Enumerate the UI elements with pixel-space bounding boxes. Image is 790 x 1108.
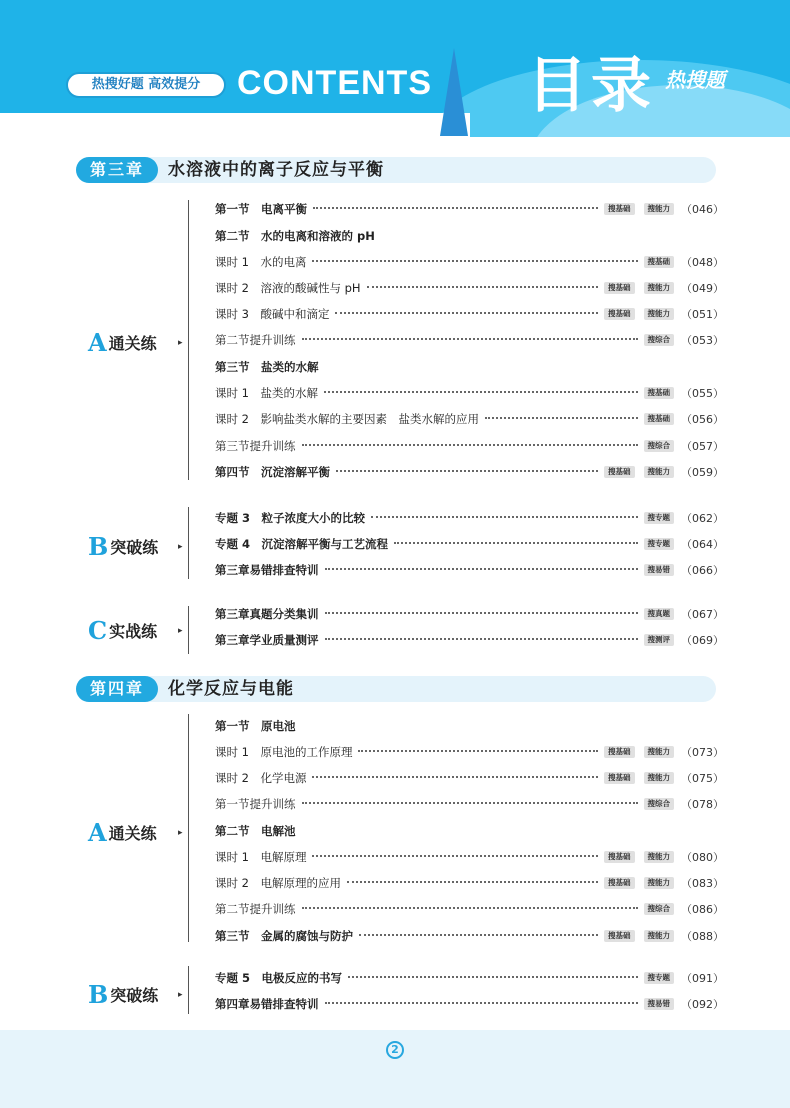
category-badge: 搜能力: [644, 746, 675, 758]
section-divider: [188, 966, 189, 1014]
badge-group: [644, 634, 675, 646]
section-name: 实战练: [109, 622, 158, 641]
toc-entry[interactable]: [215, 968, 724, 988]
category-badge: 搜基础: [644, 387, 675, 399]
badge-group: [644, 334, 675, 346]
toc-entry[interactable]: [215, 742, 724, 762]
dot-leader: [359, 934, 598, 936]
badge-group: [644, 998, 675, 1010]
category-badge: 搜能力: [644, 308, 675, 320]
category-badge: 搜基础: [604, 466, 635, 478]
toc-entry-label: 课时 3 酸碱中和滴定: [215, 307, 330, 321]
toc-entry-label: 课时 1 盐类的水解: [215, 386, 318, 400]
badge-group: [604, 772, 674, 784]
toc-page-number: （057）: [681, 440, 724, 453]
section-letter: B: [88, 980, 109, 1009]
toc-entry-label: 课时 1 水的电离: [215, 255, 307, 269]
toc-entry-label: 第四节 沉淀溶解平衡: [215, 465, 330, 479]
category-badge: 搜真题: [644, 608, 675, 620]
dot-leader: [312, 855, 598, 857]
chapter-bar: [76, 676, 716, 702]
toc-page-number: （062）: [681, 512, 724, 525]
toc-entry[interactable]: [215, 508, 724, 528]
toc-entry-label: 第二节提升训练: [215, 902, 296, 916]
chapter-title: 水溶液中的离子反应与平衡: [168, 160, 384, 180]
toc-entry[interactable]: [215, 534, 724, 554]
badge-group: [644, 564, 675, 576]
badge-group: [644, 387, 675, 399]
toc-entry[interactable]: [215, 226, 715, 246]
dot-leader: [367, 286, 598, 288]
page-subtitle: 热搜题: [665, 68, 725, 92]
toc-page-number: （091）: [681, 972, 724, 985]
dot-leader: [312, 776, 598, 778]
toc-page-number: （055）: [681, 387, 724, 400]
toc-page-number: （078）: [681, 798, 724, 811]
toc-entry[interactable]: [215, 873, 724, 893]
category-badge: 搜能力: [644, 203, 675, 215]
toc-entry[interactable]: [215, 462, 724, 482]
dot-leader: [313, 207, 598, 209]
toc-entry[interactable]: [215, 716, 715, 736]
section-letter: A: [88, 818, 107, 847]
category-badge: 搜能力: [644, 930, 675, 942]
toc-entry-label: 第二节提升训练: [215, 333, 296, 347]
toc-entry-label: 第三节提升训练: [215, 439, 296, 453]
toc-entry-label: 第一节提升训练: [215, 797, 296, 811]
category-badge: 搜基础: [644, 256, 675, 268]
toc-page-number: （088）: [681, 930, 724, 943]
dot-leader: [347, 881, 598, 883]
header-bottom-band: [0, 113, 470, 137]
badge-group: [644, 512, 675, 524]
section-name: 突破练: [110, 538, 159, 557]
dot-leader: [325, 568, 638, 570]
toc-page-number: （067）: [681, 608, 724, 621]
toc-page-number: （046）: [681, 203, 724, 216]
section-divider: [188, 606, 189, 654]
section-label: [88, 818, 183, 847]
toc-page-number: （083）: [681, 877, 724, 890]
category-badge: 搜能力: [644, 466, 675, 478]
section-divider: [188, 714, 189, 942]
badge-group: [604, 466, 674, 478]
dot-leader: [335, 312, 598, 314]
category-badge: 搜基础: [644, 413, 675, 425]
dot-leader: [358, 750, 598, 752]
toc-entry-label: 第三章学业质量测评: [215, 633, 319, 647]
category-badge: 搜基础: [604, 851, 635, 863]
toc-entry[interactable]: [215, 847, 724, 867]
category-badge: 搜能力: [644, 282, 675, 294]
category-badge: 搜基础: [604, 203, 635, 215]
toc-page-number: （069）: [681, 634, 724, 647]
section-name: 通关练: [108, 824, 157, 843]
chevron-right-icon: ▸: [178, 828, 183, 838]
header-contents: CONTENTS: [237, 64, 432, 102]
toc-entry-label: 专题 4 沉淀溶解平衡与工艺流程: [215, 537, 389, 551]
toc-entry-label: 课时 1 原电池的工作原理: [215, 745, 353, 759]
toc-page-number: （073）: [681, 746, 724, 759]
section-letter: A: [88, 328, 107, 357]
page-number: 2: [386, 1041, 404, 1059]
toc-entry-label: 专题 5 电极反应的书写: [215, 971, 343, 985]
category-badge: 搜综合: [644, 334, 675, 346]
section-name: 通关练: [108, 334, 157, 353]
dot-leader: [325, 612, 638, 614]
badge-group: [644, 413, 675, 425]
toc-entry[interactable]: [215, 821, 715, 841]
chapter-title: 化学反应与电能: [168, 679, 294, 699]
category-badge: 搜综合: [644, 798, 675, 810]
badge-group: [604, 746, 674, 758]
toc-entry[interactable]: [215, 436, 724, 456]
header-tagline: 热搜好题 高效提分: [66, 72, 226, 98]
toc-entry[interactable]: [215, 926, 724, 946]
toc-entry[interactable]: [215, 383, 724, 403]
toc-page-number: （075）: [681, 772, 724, 785]
badge-group: [644, 440, 675, 452]
badge-group: [644, 256, 675, 268]
toc-entry[interactable]: [215, 994, 724, 1014]
page-title: 目录: [527, 51, 655, 121]
toc-entry-label: 第三节 金属的腐蚀与防护: [215, 929, 353, 943]
section-letter: B: [88, 532, 109, 561]
badge-group: [604, 930, 674, 942]
dot-leader: [324, 391, 638, 393]
chevron-right-icon: ▸: [178, 990, 183, 1000]
badge-group: [604, 851, 674, 863]
toc-entry[interactable]: [215, 304, 724, 324]
category-badge: 搜综合: [644, 440, 675, 452]
toc-page-number: （064）: [681, 538, 724, 551]
dot-leader: [325, 1002, 638, 1004]
toc-entry[interactable]: [215, 560, 724, 580]
toc-page-number: （059）: [681, 466, 724, 479]
section-label: [88, 532, 183, 561]
category-badge: 搜基础: [604, 772, 635, 784]
chevron-right-icon: ▸: [178, 626, 183, 636]
badge-group: [604, 877, 674, 889]
toc-entry-label: 课时 1 电解原理: [215, 850, 307, 864]
toc-entry[interactable]: [215, 899, 724, 919]
dot-leader: [371, 516, 637, 518]
badge-group: [604, 308, 674, 320]
toc-entry[interactable]: [215, 252, 724, 272]
toc-entry-label: 第二节 电解池: [215, 824, 296, 838]
dot-leader: [302, 338, 638, 340]
category-badge: 搜基础: [604, 877, 635, 889]
toc-entry[interactable]: [215, 409, 724, 429]
header-decor-triangle: [440, 48, 468, 136]
toc-page-number: （049）: [681, 282, 724, 295]
toc-entry[interactable]: [215, 794, 724, 814]
toc-page-number: （080）: [681, 851, 724, 864]
category-badge: 搜能力: [644, 772, 675, 784]
section-divider: [188, 200, 189, 480]
section-label: [88, 616, 183, 645]
toc-entry[interactable]: [215, 330, 724, 350]
section-label: [88, 328, 183, 357]
toc-entry[interactable]: [215, 768, 724, 788]
toc-entry-label: 第三章易错排查特训: [215, 563, 319, 577]
dot-leader: [348, 976, 637, 978]
dot-leader: [485, 417, 638, 419]
category-badge: 搜易错: [644, 564, 675, 576]
dot-leader: [394, 542, 637, 544]
toc-entry[interactable]: [215, 630, 724, 650]
dot-leader: [336, 470, 598, 472]
toc-page-number: （048）: [681, 256, 724, 269]
dot-leader: [312, 260, 637, 262]
toc-entry-label: 课时 2 影响盐类水解的主要因素 盐类水解的应用: [215, 412, 479, 426]
chevron-right-icon: ▸: [178, 338, 183, 348]
toc-entry-label: 课时 2 化学电源: [215, 771, 307, 785]
dot-leader: [325, 638, 638, 640]
toc-entry-label: 专题 3 粒子浓度大小的比较: [215, 511, 366, 525]
toc-page-number: （056）: [681, 413, 724, 426]
chapter-bar: [76, 157, 716, 183]
category-badge: 搜能力: [644, 877, 675, 889]
badge-group: [644, 608, 675, 620]
dot-leader: [302, 907, 638, 909]
toc-entry-label: 第一节 电离平衡: [215, 202, 307, 216]
category-badge: 搜综合: [644, 903, 675, 915]
toc-entry[interactable]: [215, 199, 724, 219]
section-name: 突破练: [110, 986, 159, 1005]
toc-page-number: （086）: [681, 903, 724, 916]
category-badge: 搜易错: [644, 998, 675, 1010]
toc-page-number: （092）: [681, 998, 724, 1011]
badge-group: [604, 203, 674, 215]
category-badge: 搜基础: [604, 930, 635, 942]
badge-group: [644, 972, 675, 984]
toc-entry-label: 课时 2 溶液的酸碱性与 pH: [215, 281, 361, 295]
badge-group: [644, 903, 675, 915]
dot-leader: [302, 444, 638, 446]
category-badge: 搜专题: [644, 972, 675, 984]
toc-entry-label: 第一节 原电池: [215, 719, 296, 733]
chapter-tag: 第三章: [76, 157, 158, 183]
toc-entry-label: 第三章真题分类集训: [215, 607, 319, 621]
chevron-right-icon: ▸: [178, 542, 183, 552]
toc-entry[interactable]: [215, 357, 715, 377]
category-badge: 搜测评: [644, 634, 675, 646]
category-badge: 搜专题: [644, 538, 675, 550]
section-divider: [188, 507, 189, 579]
badge-group: [604, 282, 674, 294]
dot-leader: [302, 802, 638, 804]
toc-entry-label: 课时 2 电解原理的应用: [215, 876, 341, 890]
toc-entry-label: 第三节 盐类的水解: [215, 360, 319, 374]
category-badge: 搜基础: [604, 308, 635, 320]
category-badge: 搜基础: [604, 746, 635, 758]
toc-page-number: （051）: [681, 308, 724, 321]
category-badge: 搜专题: [644, 512, 675, 524]
toc-page-number: （053）: [681, 334, 724, 347]
chapter-tag: 第四章: [76, 676, 158, 702]
toc-page-number: （066）: [681, 564, 724, 577]
section-letter: C: [88, 616, 108, 645]
category-badge: 搜能力: [644, 851, 675, 863]
badge-group: [644, 798, 675, 810]
section-label: [88, 980, 183, 1009]
category-badge: 搜基础: [604, 282, 635, 294]
toc-entry-label: 第二节 水的电离和溶液的 pH: [215, 229, 375, 243]
toc-entry[interactable]: [215, 604, 724, 624]
badge-group: [644, 538, 675, 550]
toc-entry-label: 第四章易错排查特训: [215, 997, 319, 1011]
toc-entry[interactable]: [215, 278, 724, 298]
